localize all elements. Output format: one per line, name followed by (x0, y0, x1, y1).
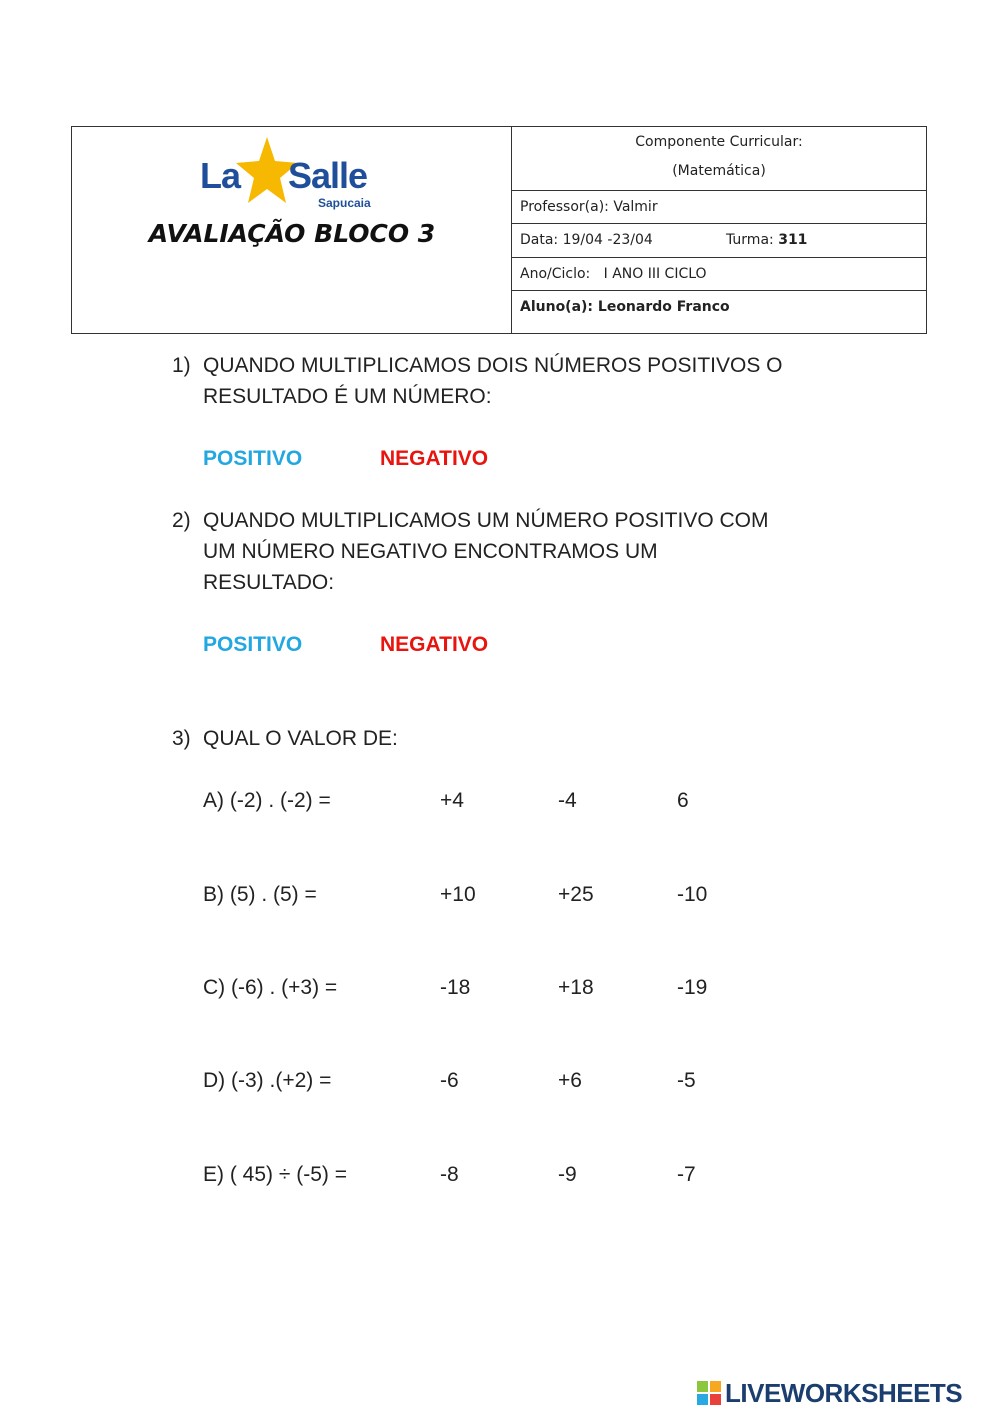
logo-text-la: La (200, 155, 241, 196)
item-e-expression: E) ( 45) ÷ (-5) = (203, 1163, 347, 1186)
component-label: Componente Curricular: (635, 134, 803, 150)
item-a-expression: A) (-2) . (-2) = (203, 789, 331, 812)
item-a-choice-3[interactable]: 6 (677, 789, 689, 812)
item-b-choice-2[interactable]: +25 (558, 883, 594, 906)
item-c-choice-3[interactable]: -19 (677, 976, 708, 999)
item-d-choice-1[interactable]: -6 (440, 1069, 459, 1092)
question-3-number: 3) (172, 727, 191, 750)
item-b-choice-1[interactable]: +10 (440, 883, 476, 906)
item-c-choice-1[interactable]: -18 (440, 976, 471, 999)
question-3-text: QUAL O VALOR DE: (203, 727, 398, 750)
logo-text-salle: Salle (288, 155, 368, 196)
item-d-choice-2[interactable]: +6 (558, 1069, 582, 1092)
aluno-text: Aluno(a): Leonardo Franco (520, 299, 730, 315)
turma-field (726, 232, 807, 248)
logo-text-sapucaia: Sapucaia (318, 196, 371, 210)
professor-row (512, 191, 926, 224)
item-e-choice-1[interactable]: -8 (440, 1163, 459, 1186)
question-1-number: 1) (172, 354, 191, 377)
page-title: AVALIAÇÃO BLOCO 3 (148, 219, 436, 248)
item-e-choice-2[interactable]: -9 (558, 1163, 577, 1186)
item-c-choice-2[interactable]: +18 (558, 976, 594, 999)
item-a-choice-1[interactable]: +4 (440, 789, 464, 812)
item-d-choice-3[interactable]: -5 (677, 1069, 696, 1092)
question-1-option-positivo[interactable]: POSITIVO (203, 447, 303, 470)
date-text: Data: 19/04 -23/04 (520, 232, 653, 248)
component-value: (Matemática) (672, 163, 766, 179)
header-table (71, 126, 927, 334)
professor-text: Professor(a): Valmir (520, 199, 658, 215)
question-3 (0, 723, 1000, 755)
date-row (512, 224, 926, 258)
header-right-cell (512, 127, 926, 333)
question-2-number: 2) (172, 509, 191, 532)
aluno-row (512, 291, 926, 335)
question-2-line-1: QUANDO MULTIPLICAMOS UM NÚMERO POSITIVO COM (203, 509, 769, 532)
question-2-option-positivo[interactable]: POSITIVO (203, 633, 303, 656)
item-d-expression: D) (-3) .(+2) = (203, 1069, 332, 1092)
header-left-cell (72, 127, 512, 333)
la-salle-logo (200, 135, 380, 210)
component-row (512, 127, 926, 191)
question-2-option-negativo[interactable]: NEGATIVO (380, 633, 489, 656)
item-c-expression: C) (-6) . (+3) = (203, 976, 338, 999)
question-1-line-2: RESULTADO É UM NÚMERO: (203, 385, 492, 408)
liveworksheets-watermark (697, 1378, 997, 1408)
item-b-expression: B) (5) . (5) = (203, 883, 317, 906)
ano-ciclo-row (512, 258, 926, 291)
liveworksheets-logo-icon (697, 1381, 721, 1405)
liveworksheets-text: LIVEWORKSHEETS (725, 1378, 963, 1408)
item-e-choice-3[interactable]: -7 (677, 1163, 696, 1186)
turma-label: Turma: (726, 232, 779, 248)
question-2 (0, 505, 1000, 605)
item-b-choice-3[interactable]: -10 (677, 883, 708, 906)
ano-ciclo-text: Ano/Ciclo: I ANO III CICLO (520, 266, 707, 282)
question-1-line-1: QUANDO MULTIPLICAMOS DOIS NÚMEROS POSITIVOS O (203, 354, 783, 377)
question-2-text (203, 505, 883, 598)
question-2-line-2: UM NÚMERO NEGATIVO ENCONTRAMOS UM (203, 540, 658, 563)
question-1 (0, 350, 1000, 420)
turma-value: 311 (778, 232, 808, 248)
question-1-option-negativo[interactable]: NEGATIVO (380, 447, 489, 470)
question-1-text (203, 350, 883, 412)
item-a-choice-2[interactable]: -4 (558, 789, 577, 812)
question-2-line-3: RESULTADO: (203, 571, 335, 594)
